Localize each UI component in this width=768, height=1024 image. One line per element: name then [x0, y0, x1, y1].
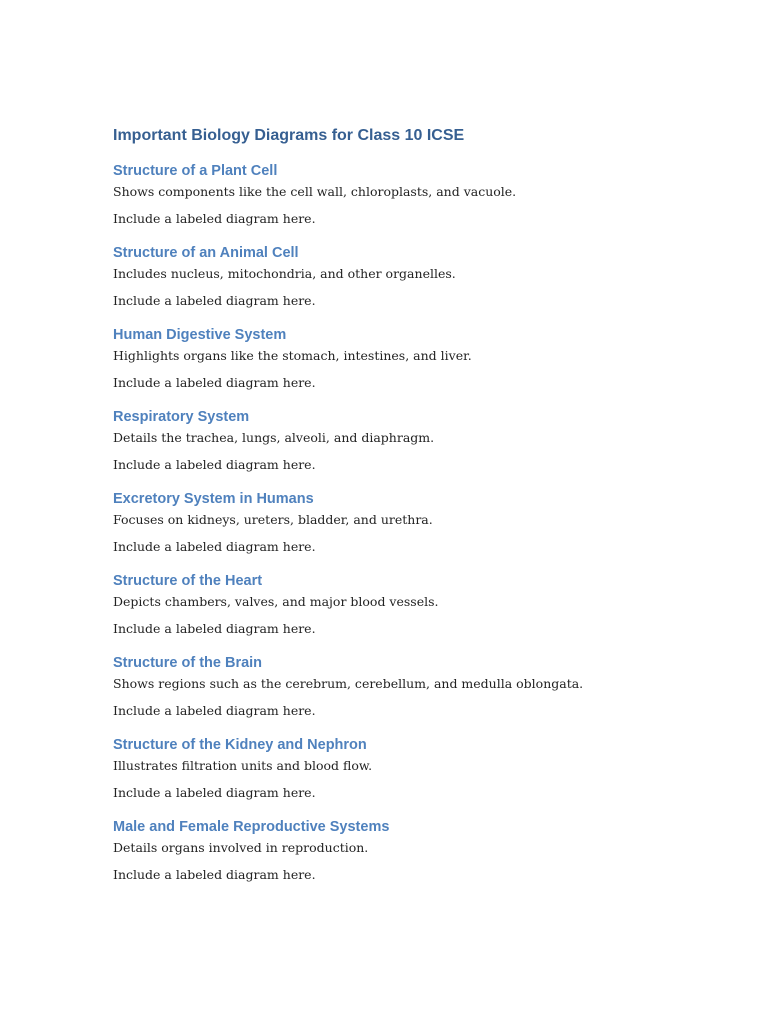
section-brain	[113, 652, 713, 720]
section-heading: Respiratory System	[113, 409, 250, 425]
section-description: Depicts chambers, valves, and major blood vessels.	[113, 594, 439, 609]
section-note: Include a labeled diagram here.	[113, 375, 316, 390]
section-note: Include a labeled diagram here.	[113, 457, 316, 472]
section-heart	[113, 570, 713, 638]
section-animal-cell	[113, 242, 713, 310]
section-note: Include a labeled diagram here.	[113, 785, 316, 800]
section-note: Include a labeled diagram here.	[113, 703, 316, 718]
section-note: Include a labeled diagram here.	[113, 211, 316, 226]
section-plant-cell	[113, 160, 713, 228]
section-description: Focuses on kidneys, ureters, bladder, and urethra.	[113, 512, 433, 527]
section-heading: Structure of the Kidney and Nephron	[113, 737, 367, 753]
section-note: Include a labeled diagram here.	[113, 867, 316, 882]
document-title: Important Biology Diagrams for Class 10 ICSE	[113, 127, 465, 144]
section-digestive-system	[113, 324, 713, 392]
section-heading: Structure of a Plant Cell	[113, 163, 278, 179]
section-respiratory-system	[113, 406, 713, 474]
section-note: Include a labeled diagram here.	[113, 293, 316, 308]
section-reproductive-systems	[113, 816, 713, 884]
section-description: Includes nucleus, mitochondria, and other organelles.	[113, 266, 456, 281]
section-heading: Structure of an Animal Cell	[113, 245, 299, 261]
section-kidney-nephron	[113, 734, 713, 802]
section-heading: Structure of the Brain	[113, 655, 263, 671]
section-heading: Structure of the Heart	[113, 573, 263, 589]
section-note: Include a labeled diagram here.	[113, 539, 316, 554]
section-description: Illustrates filtration units and blood flow.	[113, 758, 373, 773]
section-description: Shows components like the cell wall, chloroplasts, and vacuole.	[113, 184, 517, 199]
section-heading: Human Digestive System	[113, 327, 287, 343]
section-excretory-system	[113, 488, 713, 556]
document-page	[113, 124, 713, 884]
section-description: Shows regions such as the cerebrum, cerebellum, and medulla oblongata.	[113, 676, 584, 691]
section-heading: Male and Female Reproductive Systems	[113, 819, 390, 835]
section-description: Details the trachea, lungs, alveoli, and diaphragm.	[113, 430, 435, 445]
section-description: Details organs involved in reproduction.	[113, 840, 369, 855]
section-description: Highlights organs like the stomach, intestines, and liver.	[113, 348, 472, 363]
section-note: Include a labeled diagram here.	[113, 621, 316, 636]
section-heading: Excretory System in Humans	[113, 491, 314, 507]
